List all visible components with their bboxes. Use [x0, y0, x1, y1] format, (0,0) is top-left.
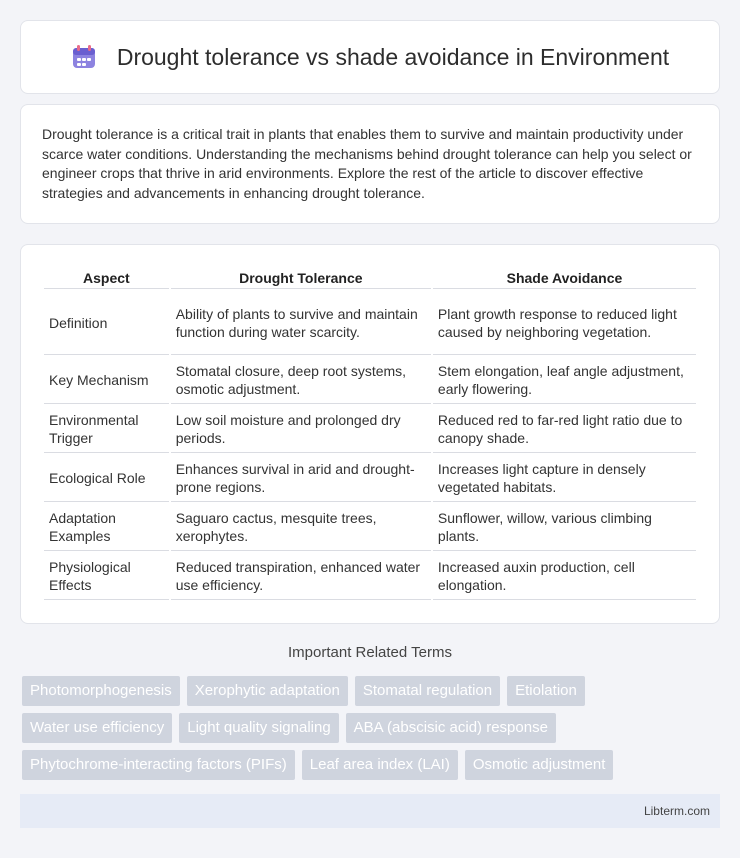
table-cell-aspect: Physiological Effects — [44, 553, 169, 600]
table-cell-shade: Stem elongation, leaf angle adjustment, early flowering. — [433, 357, 696, 404]
tag-water-use-efficiency[interactable]: Water use efficiency — [22, 713, 172, 743]
table-row — [44, 291, 696, 355]
table-cell-aspect: Environmental Trigger — [44, 406, 169, 453]
table-cell-shade: Plant growth response to reduced light caused by neighboring vegetation. — [433, 291, 696, 355]
table-row — [44, 357, 696, 404]
table-row — [44, 406, 696, 453]
table-cell-aspect: Key Mechanism — [44, 357, 169, 404]
footer — [20, 794, 720, 828]
calendar-icon — [71, 44, 97, 70]
tag-stomatal-regulation[interactable]: Stomatal regulation — [355, 676, 500, 706]
table-cell-drought: Saguaro cactus, mesquite trees, xerophytes. — [171, 504, 431, 551]
tag-aba-response[interactable]: ABA (abscisic acid) response — [346, 713, 556, 743]
table-cell-shade: Sunflower, willow, various climbing plants. — [433, 504, 696, 551]
tag-xerophytic-adaptation[interactable]: Xerophytic adaptation — [187, 676, 348, 706]
table-cell-drought: Low soil moisture and prolonged dry periods. — [171, 406, 431, 453]
table-cell-drought: Ability of plants to survive and maintain function during water scarcity. — [171, 291, 431, 355]
table-header-row — [44, 267, 696, 289]
table-row — [44, 455, 696, 502]
footer-site-link[interactable]: Libterm.com — [643, 804, 710, 818]
tag-phytochrome-interacting-factors[interactable]: Phytochrome-interacting factors (PIFs) — [22, 750, 295, 780]
table-cell-drought: Enhances survival in arid and drought-prone regions. — [171, 455, 431, 502]
table-row — [44, 553, 696, 600]
tag-osmotic-adjustment[interactable]: Osmotic adjustment — [465, 750, 614, 780]
table-cell-drought: Reduced transpiration, enhanced water use efficiency. — [171, 553, 431, 600]
table-cell-aspect: Ecological Role — [44, 455, 169, 502]
intro-text: Drought tolerance is a critical trait in plants that enables them to survive and maintain productivity under scarce water conditions. Understanding the mechanisms behind drought tolerance can help you select or engineer crops that thrive in arid environments. Explore the rest of the article to discover effective strategies and advancements in enhancing drought tolerance. — [42, 126, 692, 201]
page-title: Drought tolerance vs shade avoidance in Environment — [116, 43, 670, 70]
related-terms-tags — [22, 676, 722, 787]
comparison-table-card — [20, 244, 720, 624]
table-cell-drought: Stomatal closure, deep root systems, osmotic adjustment. — [171, 357, 431, 404]
header-drought-tolerance: Drought Tolerance — [171, 267, 431, 289]
table-cell-shade: Increases light capture in densely vegetated habitats. — [433, 455, 696, 502]
tag-leaf-area-index[interactable]: Leaf area index (LAI) — [302, 750, 458, 780]
header-aspect: Aspect — [44, 267, 169, 289]
intro-card — [20, 104, 720, 224]
tag-etiolation[interactable]: Etiolation — [507, 676, 585, 706]
related-terms-title: Important Related Terms — [288, 644, 452, 661]
table-cell-shade: Reduced red to far-red light ratio due to canopy shade. — [433, 406, 696, 453]
tag-light-quality-signaling[interactable]: Light quality signaling — [179, 713, 338, 743]
table-row — [44, 504, 696, 551]
table-cell-shade: Increased auxin production, cell elongation. — [433, 553, 696, 600]
tag-photomorphogenesis[interactable]: Photomorphogenesis — [22, 676, 180, 706]
table-cell-aspect: Definition — [44, 291, 169, 355]
header-shade-avoidance: Shade Avoidance — [433, 267, 696, 289]
table-cell-aspect: Adaptation Examples — [44, 504, 169, 551]
header-card — [20, 20, 720, 94]
comparison-table — [42, 265, 698, 602]
